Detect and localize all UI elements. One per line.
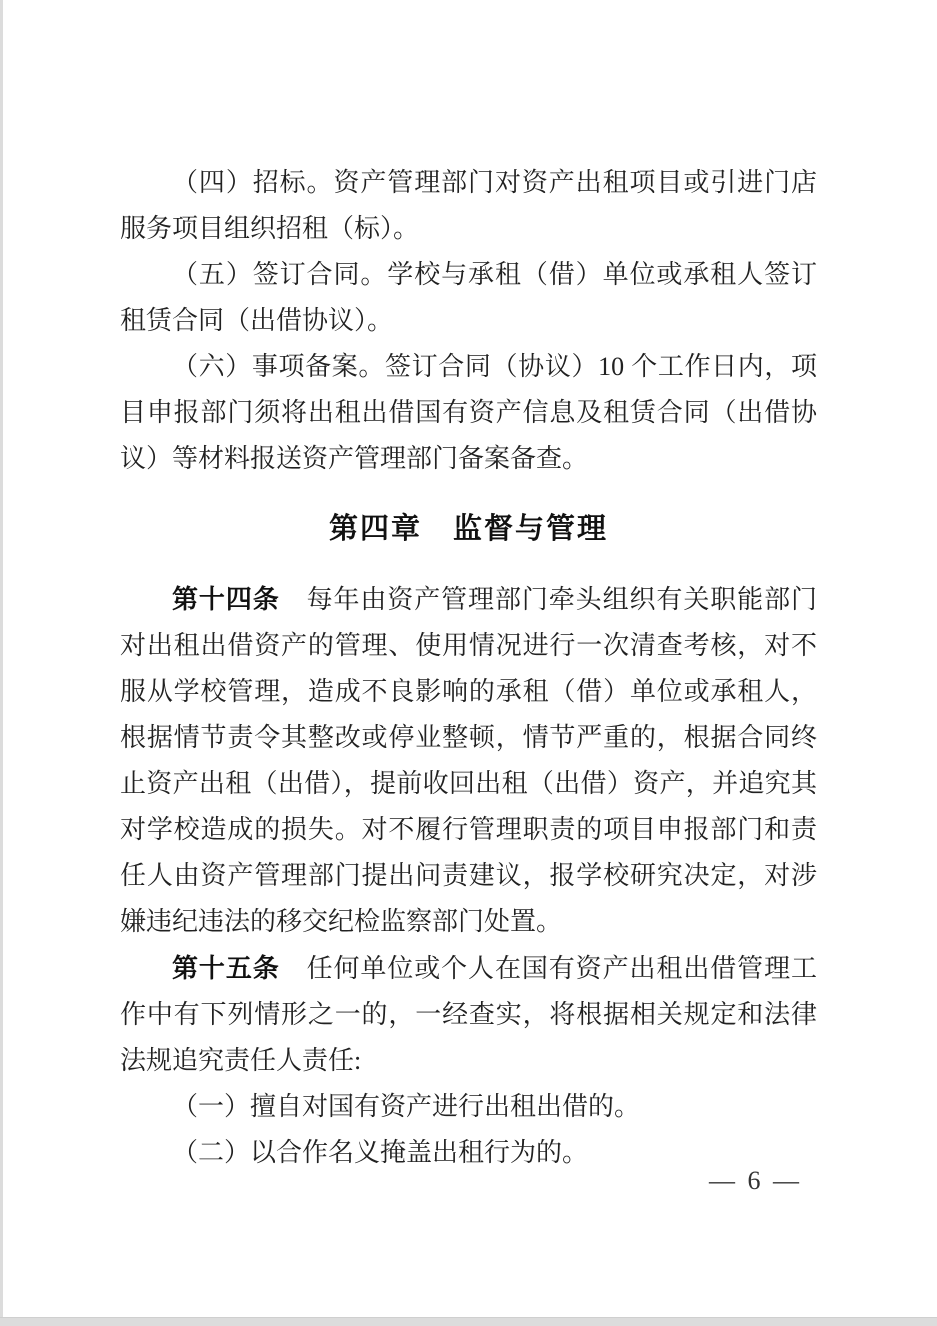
list-item-2: （二）以合作名义掩盖出租行为的。	[172, 1138, 589, 1167]
paragraph-item-4: （四）招标。资产管理部门对资产出租项目或引进门店服务项目组织招租（标）。	[120, 168, 817, 243]
paragraph-item-5: （五）签订合同。学校与承租（借）单位或承租人签订租赁合同（出借协议）。	[120, 260, 817, 335]
article-15-body: 任何单位或个人在国有资产出租出借管理工作中有下列情形之一的，一经查实，将根据相关规定和法律法规追究责任人责任:	[120, 954, 817, 1075]
paragraph-item-6: （六）事项备案。签订合同（协议）10 个工作日内，项目申报部门须将出租出借国有资产信息及租赁合同（出借协议）等材料报送资产管理部门备案备查。	[120, 352, 817, 473]
scan-edge-left	[0, 0, 3, 1326]
document-content	[120, 160, 817, 1176]
chapter-heading: 第四章 监督与管理	[328, 513, 608, 545]
article-14-body: 每年由资产管理部门牵头组织有关职能部门对出租出借资产的管理、使用情况进行一次清查考核，对不服从学校管理，造成不良影响的承租（借）单位或承租人，根据情节责令其整改或停业整顿，情节严重的，根据合同终止资产出租（出借），提前收回出租（出借）资产，并追究其对学校造成的损失。对不履行管理职责的项目申报部门和责任人由资产管理部门提出问责建议，报学校研究决定，对涉嫌违纪违法的移交纪检监察部门处置。	[120, 585, 817, 936]
list-item-1: （一）擅自对国有资产进行出租出借的。	[172, 1092, 641, 1121]
page-number: — 6 —	[709, 1166, 802, 1195]
paragraph-article-15	[120, 945, 817, 1084]
article-14-number: 第十四条	[172, 584, 280, 614]
paragraph-article-14	[120, 576, 817, 945]
article-15-number: 第十五条	[172, 953, 280, 983]
scan-edge-bottom	[0, 1317, 937, 1326]
